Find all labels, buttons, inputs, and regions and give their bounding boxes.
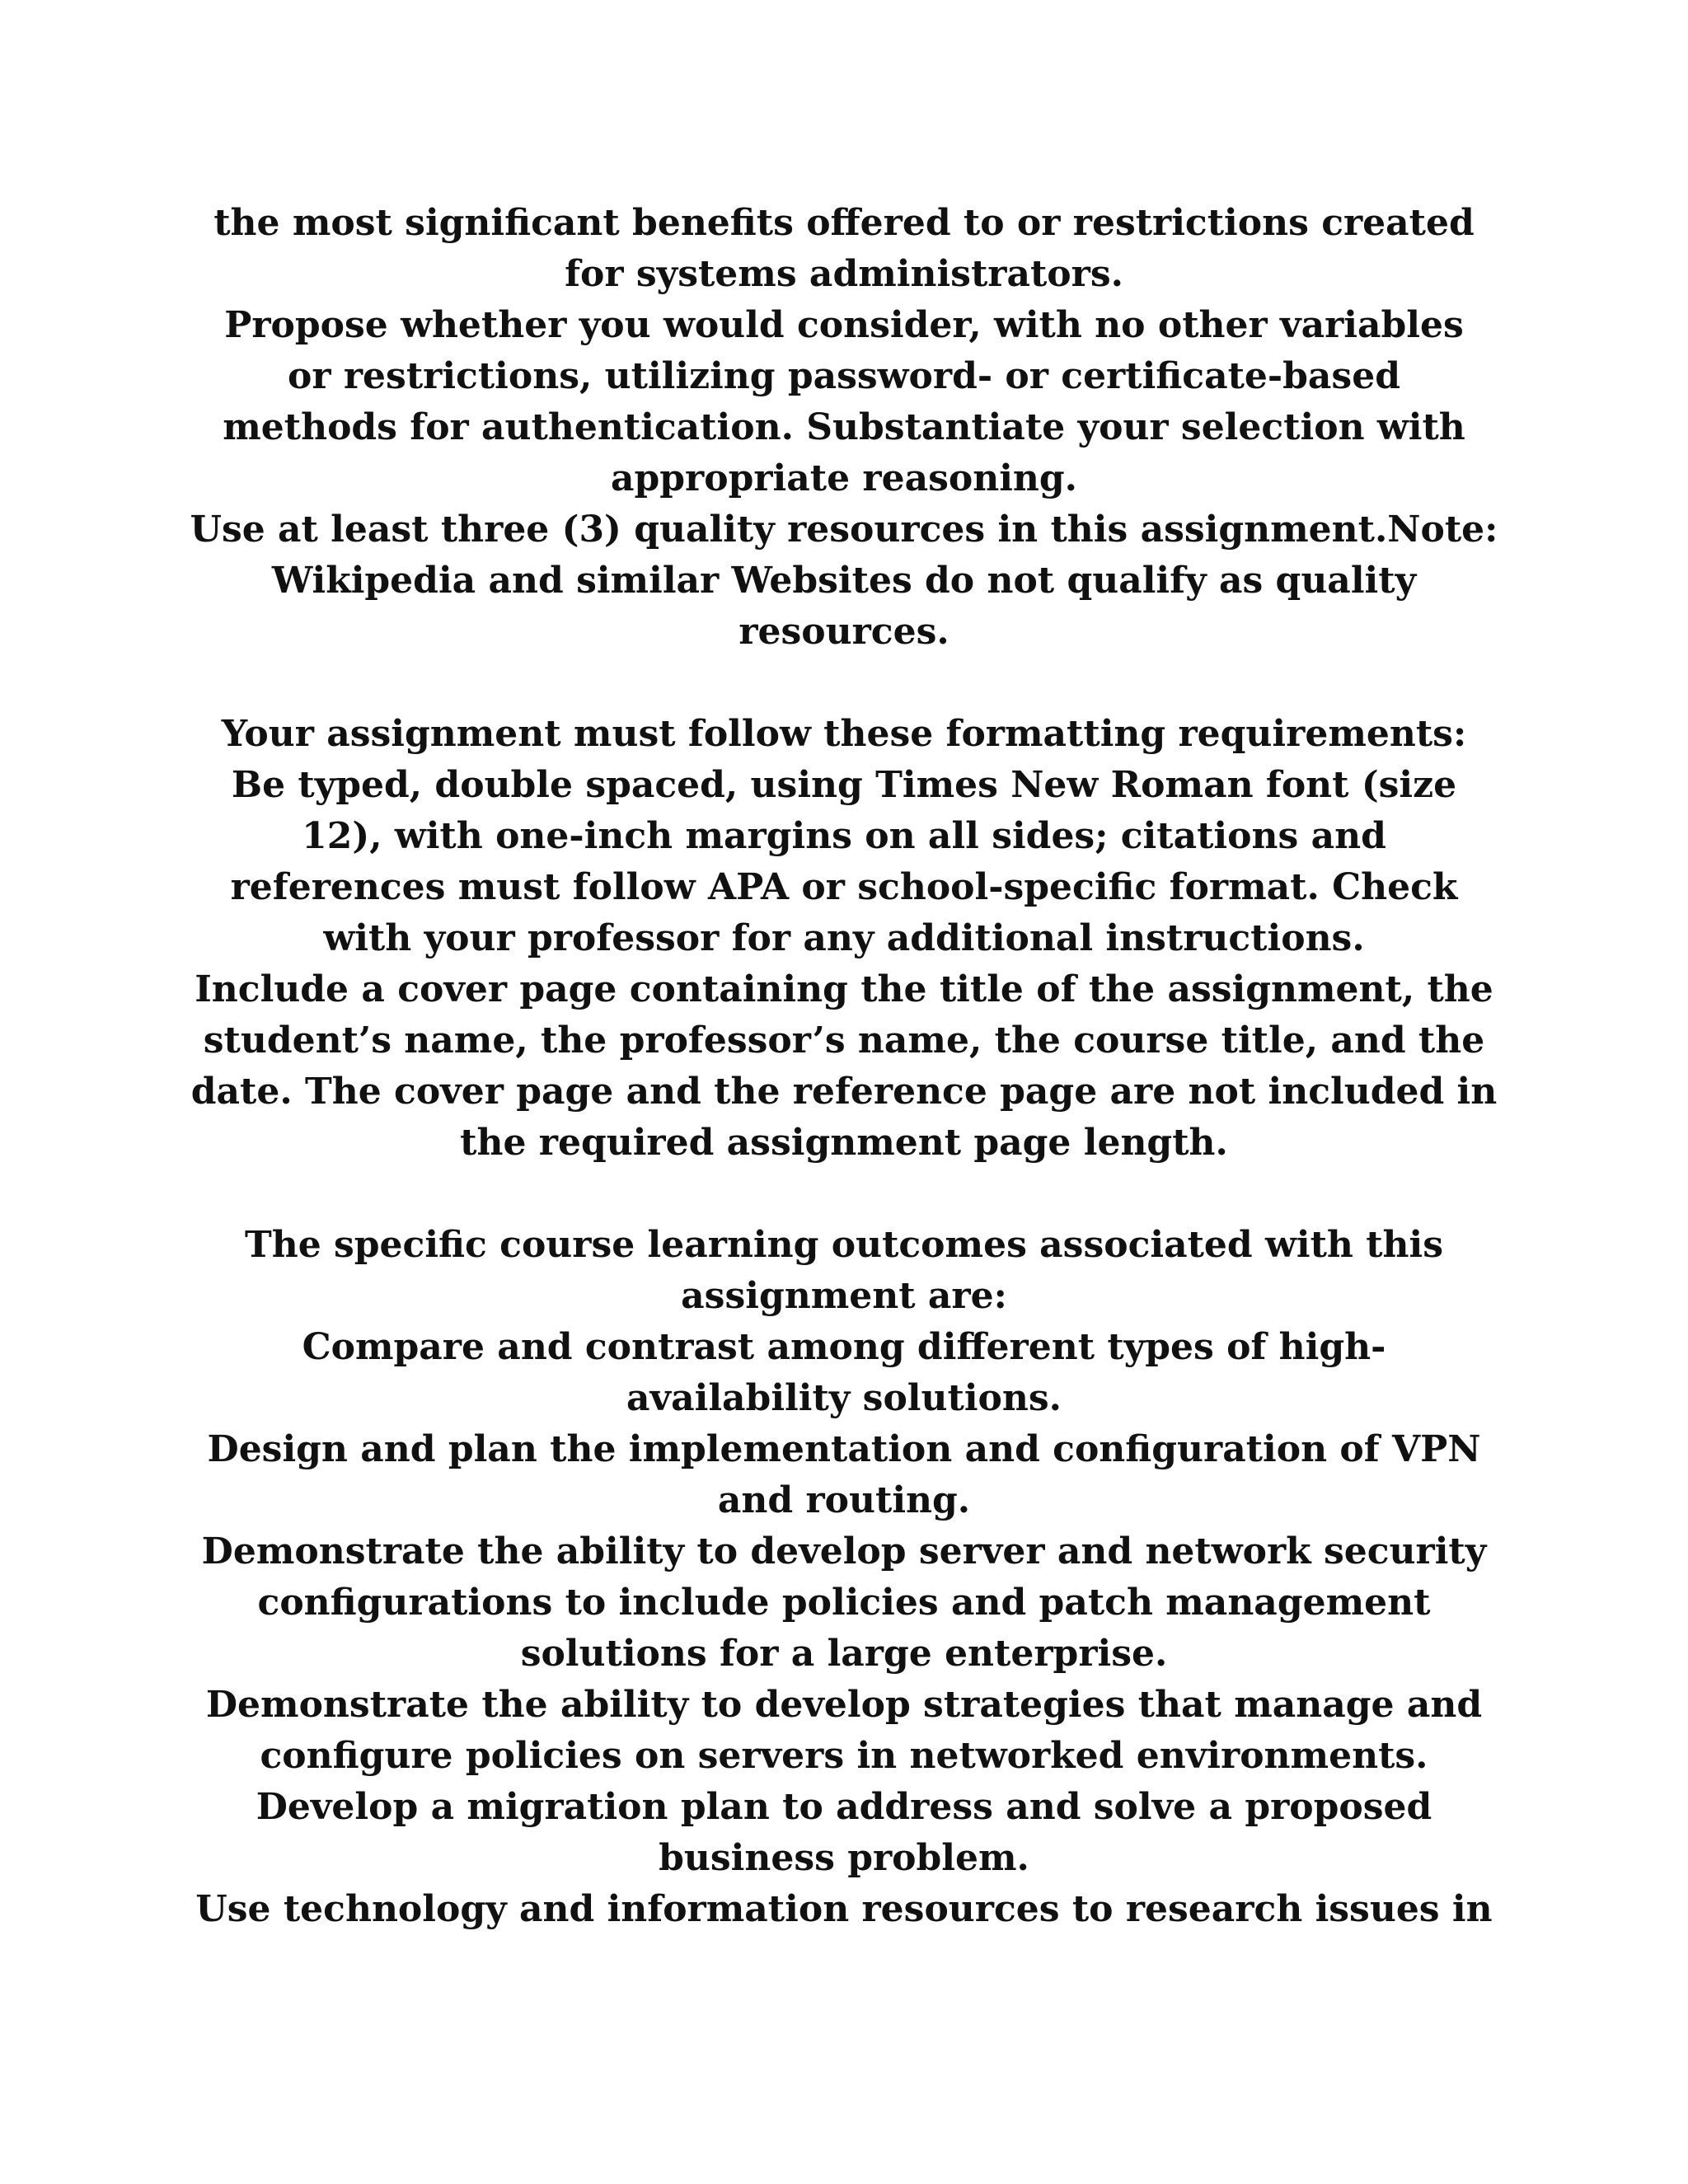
text-line: methods for authentication. Substantiate your selection with bbox=[223, 406, 1465, 448]
text-line: the required assignment page length. bbox=[460, 1122, 1228, 1164]
text-line: business problem. bbox=[659, 1837, 1029, 1879]
text-line: Be typed, double spaced, using Times New Roman font (size bbox=[231, 764, 1457, 806]
text-line: Demonstrate the ability to develop server and network security bbox=[201, 1530, 1487, 1572]
text-line: for systems administrators. bbox=[565, 253, 1123, 295]
text-line: Use technology and information resources to research issues in bbox=[195, 1888, 1493, 1930]
text-line: with your professor for any additional instructions. bbox=[323, 917, 1365, 959]
text-line: the most significant benefits offered to or restrictions created bbox=[213, 202, 1475, 244]
text-line: or restrictions, utilizing password- or certificate-based bbox=[288, 355, 1400, 397]
text-line: configurations to include policies and patch management bbox=[257, 1582, 1431, 1624]
text-line: The specific course learning outcomes associated with this bbox=[244, 1224, 1444, 1266]
text-line: and routing. bbox=[717, 1479, 971, 1521]
text-line: references must follow APA or school-specific format. Check bbox=[230, 866, 1458, 908]
text-line: Develop a migration plan to address and solve a proposed bbox=[256, 1786, 1432, 1828]
text-line: assignment are: bbox=[681, 1275, 1007, 1317]
document-body bbox=[165, 198, 1523, 1935]
text-line: Your assignment must follow these formatting requirements: bbox=[221, 713, 1467, 755]
paragraph-block-3 bbox=[165, 1220, 1523, 1935]
text-line: Design and plan the implementation and configuration of VPN bbox=[207, 1428, 1481, 1470]
paragraph-block-1 bbox=[165, 198, 1523, 658]
paragraph-block-2 bbox=[165, 709, 1523, 1169]
paragraph-spacer bbox=[165, 658, 1523, 709]
text-line: Wikipedia and similar Websites do not qualify as quality bbox=[271, 560, 1417, 602]
text-line: Include a cover page containing the title of the assignment, the bbox=[195, 968, 1493, 1010]
text-line: 12), with one-inch margins on all sides; citations and bbox=[302, 815, 1386, 857]
text-line: Propose whether you would consider, with no other variables bbox=[224, 304, 1464, 346]
paragraph-spacer bbox=[165, 1169, 1523, 1220]
text-line: availability solutions. bbox=[626, 1377, 1062, 1419]
text-line: solutions for a large enterprise. bbox=[520, 1633, 1168, 1675]
text-line: student’s name, the professor’s name, the course title, and the bbox=[203, 1019, 1485, 1062]
text-line: Use at least three (3) quality resources in this assignment.Note: bbox=[190, 509, 1498, 551]
text-line: Demonstrate the ability to develop strategies that manage and bbox=[205, 1684, 1483, 1726]
text-line: Compare and contrast among different types of high- bbox=[302, 1326, 1386, 1368]
text-line: date. The cover page and the reference page are not included in bbox=[190, 1071, 1498, 1113]
text-line: resources. bbox=[738, 611, 950, 653]
text-line: configure policies on servers in networked environments. bbox=[260, 1735, 1428, 1777]
text-line: appropriate reasoning. bbox=[611, 457, 1077, 499]
